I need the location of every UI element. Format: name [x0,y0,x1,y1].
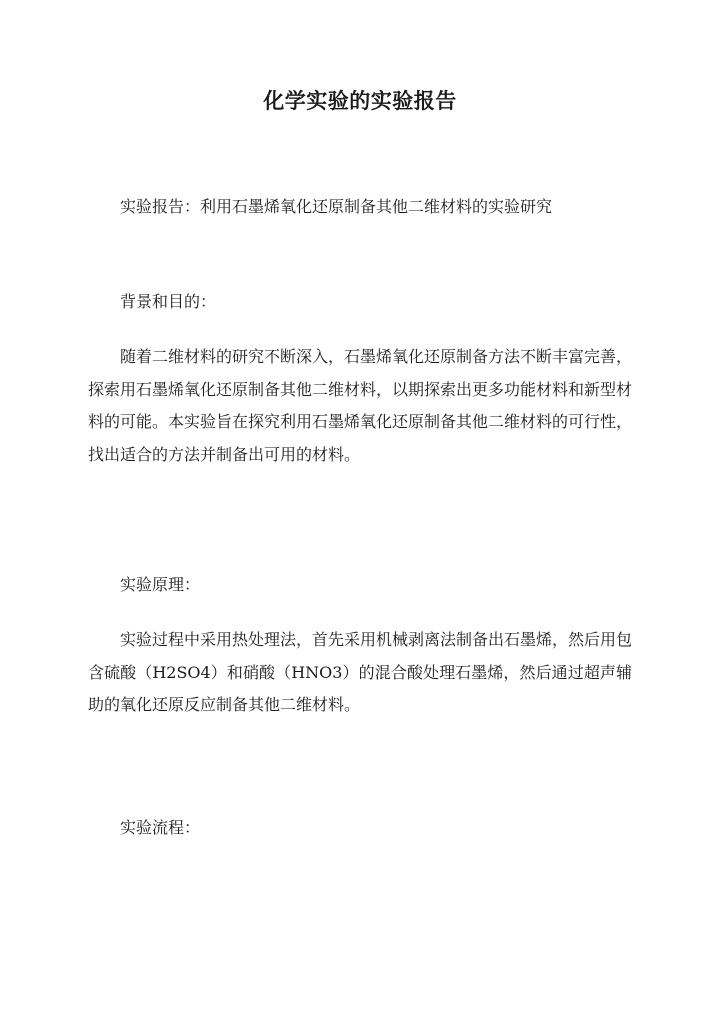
section-body-principle: 实验过程中采用热处理法，首先采用机械剥离法制备出石墨烯，然后用包含硫酸（H2SO4）和硝酸（HNO3）的混合酸处理石墨烯，然后通过超声辅助的氧化还原反应制备其他二维材料。 [88,630,633,714]
report-subtitle: 实验报告：利用石墨烯氧化还原制备其他二维材料的实验研究 [120,197,553,216]
section-heading-process: 实验流程： [120,818,201,837]
section-heading-background: 背景和目的： [120,292,217,311]
section-body-background: 随着二维材料的研究不断深入，石墨烯氧化还原制备方法不断丰富完善，探索用石墨烯氧化还原制备其他二维材料，以期探索出更多功能材料和新型材料的可能。本实验旨在探究利用石墨烯氧化还原制备其他二维材料的可行性，找出适合的方法并制备出可用的材料。 [88,347,633,464]
document-title: 化学实验的实验报告 [263,88,457,113]
section-heading-principle: 实验原理： [120,575,201,594]
